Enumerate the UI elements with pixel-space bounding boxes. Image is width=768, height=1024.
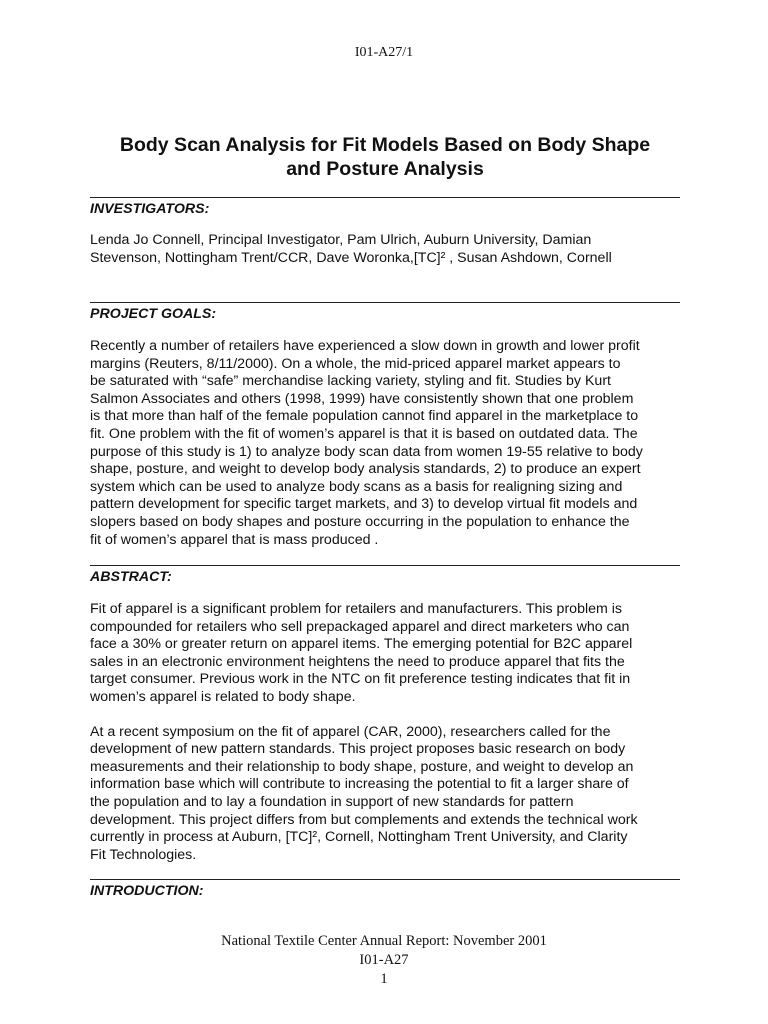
- paragraph-line: development. This project differs from but complements and extends the technical work: [90, 811, 638, 828]
- introduction-heading: INTRODUCTION:: [90, 883, 204, 899]
- paragraph-line: Recently a number of retailers have experienced a slow down in growth and lower profit: [90, 338, 640, 354]
- paragraph-line: is that more than half of the female population cannot find apparel in the marketplace to: [90, 408, 639, 425]
- paragraph-line: margins (Reuters, 8/11/2000). On a whole, the mid-priced apparel market appears to: [90, 355, 621, 372]
- abstract-paragraph-2: [90, 724, 680, 865]
- page-number: 1: [380, 971, 388, 987]
- section-divider: [90, 197, 680, 198]
- paragraph-line: information base which will contribute to increasing the potential to fit a larger share of: [90, 776, 629, 793]
- document-id-header: I01-A27/1: [354, 45, 414, 60]
- investigators-section: [90, 197, 680, 267]
- project-goals-section: [90, 302, 680, 549]
- paragraph-line: slopers based on body shapes and posture occurring in the population to enhance the: [90, 513, 630, 530]
- paragraph-line: At a recent symposium on the fit of apparel (CAR, 2000), researchers called for the: [90, 723, 611, 740]
- paragraph-line: be saturated with “safe” merchandise lacking variety, styling and fit. Studies by Kurt: [90, 373, 611, 390]
- section-divider: [90, 879, 680, 880]
- investigators-line-1: Lenda Jo Connell, Principal Investigator, Pam Ulrich, Auburn University, Damian: [90, 232, 592, 248]
- project-goals-heading: PROJECT GOALS:: [90, 306, 217, 322]
- paragraph-line: the population and to lay a foundation in support of new standards for pattern: [90, 793, 574, 810]
- paragraph-line: purpose of this study is 1) to analyze body scan data from women 19-55 relative to body: [90, 443, 643, 460]
- page-footer: [0, 932, 768, 989]
- paragraph-line: fit of women’s apparel that is mass produced .: [90, 531, 379, 548]
- paragraph-line: Salmon Associates and others (1998, 1999) have consistently shown that one problem: [90, 390, 634, 407]
- paragraph-line: measurements and their relationship to body shape, posture, and weight to develop an: [90, 758, 634, 775]
- footer-report-title: National Textile Center Annual Report: November 2001: [221, 933, 547, 949]
- paragraph-line: fit. One problem with the fit of women’s apparel is that it is based on outdated data. The: [90, 425, 638, 442]
- document-title: [90, 133, 680, 181]
- footer-doc-id: I01-A27: [359, 952, 409, 968]
- abstract-section: [90, 565, 680, 864]
- paragraph-line: Fit of apparel is a significant problem for retailers and manufacturers. This problem is: [90, 601, 623, 617]
- title-line-1: Body Scan Analysis for Fit Models Based on Body Shape: [119, 134, 651, 156]
- investigators-heading: INVESTIGATORS:: [90, 201, 210, 217]
- introduction-section: [90, 879, 680, 900]
- paragraph-line: system which can be used to analyze body scans as a basis for realigning sizing and: [90, 478, 623, 495]
- title-line-2: and Posture Analysis: [286, 158, 484, 180]
- section-divider: [90, 565, 680, 566]
- paragraph-line: compounded for retailers who sell prepackaged apparel and direct marketers who can: [90, 618, 630, 635]
- project-goals-paragraph: [90, 338, 680, 549]
- section-divider: [90, 302, 680, 303]
- paragraph-line: women’s apparel is related to body shape.: [90, 688, 356, 705]
- paragraph-line: target consumer. Previous work in the NTC on fit preference testing indicates that fit in: [90, 671, 631, 688]
- paragraph-line: Fit Technologies.: [90, 846, 197, 863]
- investigators-line-2: Stevenson, Nottingham Trent/CCR, Dave Woronka,[TC]² , Susan Ashdown, Cornell: [90, 249, 612, 266]
- paragraph-line: sales in an electronic environment heightens the need to produce apparel that fits the: [90, 653, 625, 670]
- paragraph-line: currently in process at Auburn, [TC]², Cornell, Nottingham Trent University, and Clarity: [90, 829, 628, 846]
- paragraph-line: face a 30% or greater return on apparel items. The emerging potential for B2C apparel: [90, 636, 633, 653]
- abstract-heading: ABSTRACT:: [90, 569, 172, 585]
- abstract-paragraph-1: [90, 601, 680, 707]
- paragraph-line: pattern development for specific target markets, and 3) to develop virtual fit models and: [90, 496, 638, 513]
- paragraph-line: development of new pattern standards. This project proposes basic research on body: [90, 741, 626, 758]
- paragraph-line: shape, posture, and weight to develop body analysis standards, 2) to produce an expert: [90, 461, 641, 478]
